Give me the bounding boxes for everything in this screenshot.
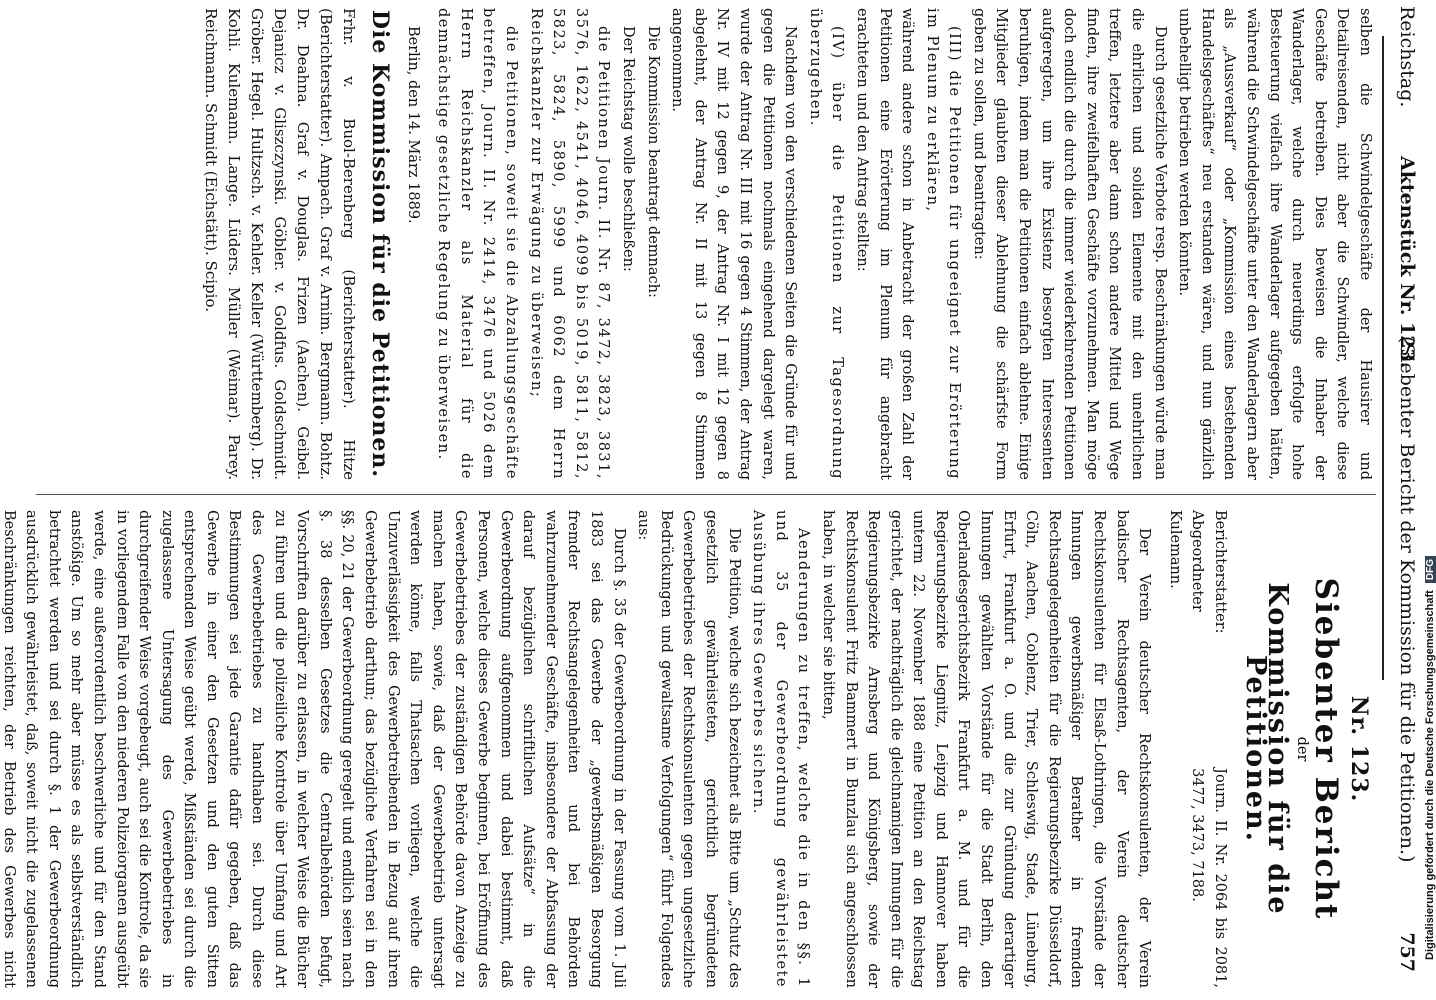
- motion-iv: (IV) über die Petitionen zur Tagesordnung überzugehen.: [806, 8, 846, 480]
- paragraph: Der Verein deutscher Rechtskonsulenten, der Verein badischer Rechtsagenten, der Verein deutscher Rechtskonsulenten für Elsaß-Lothringen, die Vorstände der Innungen gewerbsmäßiger Berather in fremden Rechtsangelegenheiten für die Regierungsbezirke Düsseldorf, Cöln, Aachen, Coblenz, Trier, Schleswig, Stade, Lüneburg, Erfurt, Frankfurt a. O. und die zur Gründung derartiger Innungen gewählten Vorstände für die Stadt Berlin, den Oberlandesgerichtsbezirk Frankfurt a. M. und für die Regierungsbezirke Liegnitz, Leipzig und Hannover haben unterm 22. November 1888 eine Petition an den Reichstag gerichtet, der nachträglich die gleichnamigen Innungen für die Regierungsbezirke Arnsberg und Königsberg, sowie der Rechtskonsulent Fritz Bammert in Bunzlau sich angeschlossen haben, in welcher sie bitten,: [819, 510, 1153, 988]
- author-label: Berichterstatter:: [1212, 510, 1229, 634]
- header-rule: [1382, 36, 1384, 680]
- resolution-2: die Petitionen, soweit sie die Abzahlungsgeschäfte betreffen, Journ. II. Nr. 2414, 3476 und 5026 dem Herrn Reichskanzler als Material für die demnächstige gesetzliche Regelung zu überweisen.: [435, 8, 520, 480]
- paragraph: Durch §. 35 der Gewerbeordnung in der Fassung vom 1. Juli 1883 sei das Gewerbe der „gewerbsmäßigen Besorgung fremder Rechtsangelegenheiten und bei Behörden wahrzunehmender Geschäfte, insbesondere der Abfassung der darauf bezüglichen schriftlichen Aufsätze“ in die Gewerbeordnung aufgenommen und dabei bestimmt, daß Personen, welche dieses Gewerbe beginnen, bei Eröffnung des Gewerbebetriebes der zuständigen Behörde davon Anzeige zu machen haben, sowie, daß der Gewerbebetrieb untersagt werden könne, falls Thatsachen vorliegen, welche die Unzuverlässigkeit des Gewerbetreibenden in Bezug auf ihren Gewerbebetrieb darthun; das bezügliche Verfahren sei in den §§. 20, 21 der Gewerbeordnung geregelt und endlich seien nach §. 38 desselben Gesetzes die Centralbehörden befugt, Vorschriften darüber zu erlassen, in welcher Weise die Bücher zu führen und die polizeiliche Kontrole über Umfang und Art des Gewerbebetriebes zu handhaben sei. Durch diese Bestimmungen sei jede Garantie dafür gegeben, daß das Gewerbe in einer den Gesetzen und den guten Sitten entsprechenden Weise geübt werde, Mißständen sei durch die zugelassene Untersagung des Gewerbebetriebes in durchgreifender Weise vorgebeugt, auch sei die Kontrole, da sie in vorliegendem Falle von den niederen Polizeiorganen ausgeübt werde, eine außerordentlich beschwerliche und für den Stand anstößige. Um so mehr aber müsse es als selbstverständlich betrachtet werden und sei durch §. 1 der Gewerbeordnung ausdrücklich gewährleistet, daß, soweit nicht die zugelassenen Beschränkungen reichten, der Betrieb des Gewerbes nicht: [0, 510, 627, 988]
- header-report-title: (Siebenter Bericht der Kommission für die Petitionen.): [1396, 336, 1418, 863]
- paragraph: Die Kommission beantragt demnach:: [644, 26, 661, 298]
- journal-numbers: Journ. II. Nr. 2064 bis 2081, 3477, 3473, 7188.: [1189, 768, 1229, 988]
- digitization-text: Digitalisierung gefördert durch die Deutsche Forschungsgemeinschaft: [1424, 590, 1436, 960]
- paragraph: Durch gesetzliche Verbote resp. Beschränkungen würde man die ehrlichen und soliden Elemente mit den unehrlichen treffen, letztere aber dann schon andere Mittel und Wege finden, ihre zweifelhaften Geschäfte vorzunehmen. Man möge doch endlich die durch die immer wiederkehrenden Petitionen aufgeregten, um ihre Existenz besorgten Interessenten beruhigen, indem man die Petitionen einfach ablehne. Einige Mitglieder glaubten dieser Ablehnung die schärfste Form geben zu sollen, und beantragten:: [970, 8, 1168, 480]
- paragraph: Nachdem von den verschiedenen Seiten die Gründe für und gegen die Petitionen nochmals eingehend dargelegt waren, wurde der Antrag Nr. III mit 16 gegen 4 Stimmen, der Antrag Nr. IV mit 12 gegen 9, der Antrag Nr. I mit 12 gegen 8 abgelehnt, der Antrag Nr. II mit 13 gegen 8 Stimmen angenommen.: [669, 8, 799, 480]
- digitization-note: [1400, 60, 1436, 960]
- motion-iii: (III) die Petitionen für ungeeignet zur Erörterung im Plenum zu erklären,: [923, 8, 963, 480]
- resolution-1: die Petitionen Journ. II. Nr. 87, 3472, 3823, 3831, 3576, 1622, 4541, 4046, 4099 bis 5019, 5811, 5812, 5823, 5824, 5890, 5999 und 6062 dem Herrn Reichskanzler zur Erwägung zu überweisen;: [527, 8, 612, 480]
- commission-heading: Die Kommission für die Petitionen.: [367, 9, 394, 479]
- report-der: der: [1293, 736, 1310, 762]
- header-left: Reichstag.: [1396, 6, 1418, 108]
- signatures: Frhr. v. Buol-Berenberg (Berichterstatter). Hitze (Berichterstatter). Ampach. Graf v. Arnim. Bergmann. Bohtz. Dr. Deahna. Graf v. Douglas. Frizen (Aachen). Geibel. Dejanicz v. Gliszczynski. Göbler. v. Goldfus. Goldschmidt. Gröber. Hegel. Hultzsch. v. Kehler. Keller (Württemberg). Dr. Kohli. Kulemann. Lange. Lüders. Müller (Weimar). Parey. Reichmann. Schmidt (Eichstätt). Scipio.: [202, 8, 359, 480]
- paragraph: Der Reichstag wolle beschließen:: [620, 26, 636, 272]
- petition-request: Aenderungen zu treffen, welche die in den §§. 1 und 35 der Gewerbeordnung gewährleistete Ausübung ihres Gewerbes sichern.: [750, 510, 812, 988]
- report-number: Nr. 123.: [1346, 695, 1372, 803]
- paragraph: selben die Schwindelgeschäfte der Hausirer und Detailreisenden, nicht aber die Schwindler, welche diese Geschäfte betreiben. Dies beweisen die Inhaber der Wanderlager, welche durch neuerdings erfolgte hohe Besteuerung vielfach ihre Wanderlager aufgegeben hätten, während die Schwindelgeschäfte unter den Wanderlagern aber als „Aussverkauf“ oder „Kommission eines bestehenden Handelsgeschäftes“ neu erstanden wären, und nun gänzlich unbehelligt betrieben werden könnten.: [1176, 8, 1373, 480]
- paragraph: Die Petition, welche sich bezeichnet als Bitte um „Schutz des gesetzlich gewährleisteten, gerichtlich begründeten Gewerbebetriebes der Rechtskonsulenten gegen ungesetzliche Bedrückungen und gewaltsame Verfolgungen“ führt Folgendes aus:: [635, 510, 742, 988]
- page-number: 757: [1396, 932, 1418, 972]
- dfg-badge: DFG: [1425, 556, 1436, 583]
- right-column: [0, 510, 1376, 988]
- left-column: [197, 8, 1376, 480]
- report-title: Siebenter Bericht: [1308, 577, 1345, 921]
- paragraph: während andere schon in Anbetracht der großen Zahl der Petitionen eine Erörterung im Plenum für angebracht erachteten und den Antrag stellten:: [853, 8, 916, 480]
- header-document-number: Aktenstück Nr. 123.: [1396, 156, 1418, 369]
- report-subtitle: Kommission für die Petitionen.: [1239, 582, 1294, 916]
- author-block: [1163, 510, 1231, 988]
- author-name: Abgeordneter Kulemann.: [1166, 510, 1206, 612]
- column-divider: [36, 494, 1376, 495]
- date-line: Berlin, den 14. März 1889.: [404, 26, 421, 224]
